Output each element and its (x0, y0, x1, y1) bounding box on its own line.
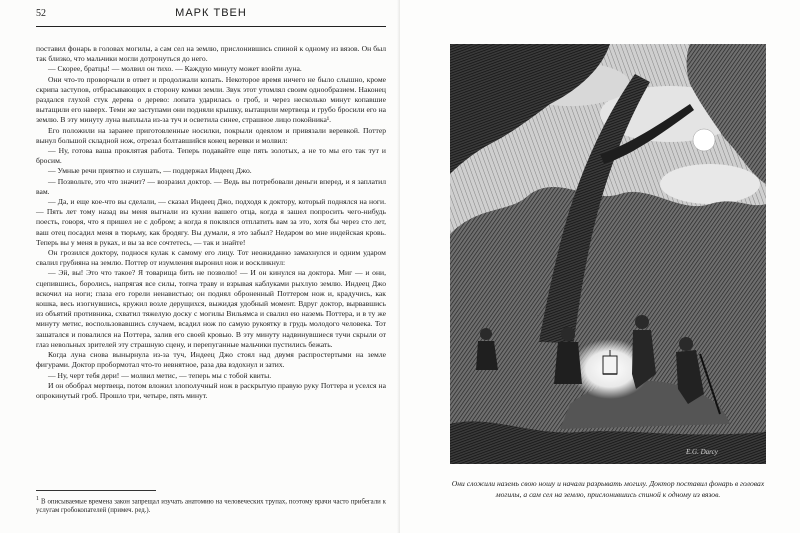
paragraph: — Да, и еще кое-что вы сделали, — сказал Индеец Джо, подходя к доктору, который поднялся на ноги. — Пять лет тому назад вы меня выгнали из кухни вашего отца, когда я зашел попросить чего-нибудь поесть, говоря, что я пришел не с добром; а когда я поклялся отплатить вам за это, хотя бы через сто лет, ваш отец посадил меня в тюрьму, как бродягу. Вы думали, я это забыл? Недаром во мне индейская кровь. Теперь вы у меня в руках, и вы за все сочтетесь, — так и знайте! (36, 197, 386, 247)
running-title: МАРК ТВЕН (175, 7, 247, 19)
page-number: 52 (36, 8, 46, 19)
footnote-mark: 1 (36, 496, 39, 502)
engraver-signature: E.G. Darcy (686, 448, 718, 456)
footnote-rule (36, 490, 156, 491)
paragraph: поставил фонарь в головах могилы, а сам сел на землю, прислонившись спиной к одному из вязов. Он был так близко, что мальчики могли дотронуться до него. (36, 44, 386, 64)
paragraph: — Ну, черт тебя дери! — молвил метис, — теперь мы с тобой квиты. (48, 370, 272, 380)
paragraph: — Позвольте, это что значит? — возразил доктор. — Ведь вы потребовали деньги вперед, и я заплатил вам. (36, 176, 386, 196)
paragraph: — Эй, вы! Это что такое? Я товарища бить не позволю! — И он кинулся на доктора. Миг — и они, сцепившись, боролись, напрягая все силы, топча траву и взрывая каблуками рыхлую землю. Индеец Джо вскочил на ноги; глаза его горели ненавистью; он поднял оброненный Поттером нож и, крадучись, как кошка, весь изогнувшись, кружил возле дерущихся, выжидая удобный момент. Вдруг доктор, вырвавшись из объятий противника, схватил тяжелую доску с могилы Вильямса и свалил ею наземь Поттера, и в ту же минуту метис, воспользовавшись случаем, всадил нож по самую рукоятку в грудь молодого человека. Тот зашатался и повалился на Поттера, залив его своей кровью. В эту минуту надвинувшиеся тучи скрыли от глаз невольных зрителей эту страшную сцену, и перепуганные мальчики пустились бежать. (36, 268, 386, 349)
paragraph: Он грозился доктору, поднося кулак к самому его лицу. Тот неожиданно замахнулся и одним ударом свалил грубияна на землю. Поттер от изумления выронил нож и воскликнул: (36, 248, 386, 268)
illustration-caption: Они сложили наземь свою ношу и начали разрывать могилу. Доктор поставил фонарь в головах могилы, а сам сел на землю, прислонившись спиной к одному из вязов. (451, 479, 765, 499)
paragraph: И он обобрал мертвеца, потом вложил злополучный нож в раскрытую правую руку Поттера и уселся на опрокинутый гроб. Прошло три, четыре, пять минут. (36, 380, 386, 400)
paragraph: — Ну, готова ваша проклятая работа. Теперь подавайте еще пять золотых, а не то мы его так тут и бросим. (36, 146, 386, 166)
paragraph: — Умные речи приятно и слушать, — поддержал Индеец Джо. (48, 166, 252, 176)
paragraph: Его положили на заранее приготовленные носилки, покрыли одеялом и привязали веревкой. Поттер вынул большой складной нож, отрезал болтавшийся конец веревки и молвил: (36, 125, 386, 145)
moon (693, 129, 715, 151)
background-forest (450, 187, 766, 344)
paragraph: Они что-то проворчали в ответ и продолжали копать. Некоторое время ничего не было слышно, кроме скрипа заступов, отбрасывающих в сторону комки земли. Звук этот утомлял своим однообразием. Наконец раздался глухой стук дерева о дерево: лопата ударилась о гроб, и через несколько минут копавшие вытащили его наверх. Теми же заступами они подняли крышку, вытащили мертвеца и грубо бросили его на землю. В эту минуту луна выплыла из-за туч и осветила синее, страшное лицо покойника¹. (36, 74, 386, 125)
paragraph: Когда луна снова вынырнула из-за туч, Индеец Джо стоял над двумя распростертыми на земле фигурами. Доктор пробормотал что-то невнятное, раза два вздохнул и затих. (36, 350, 386, 370)
paragraph: — Скорее, братцы! — молвил он тихо. — Каждую минуту может взойти луна. (48, 64, 302, 74)
body-text (36, 44, 386, 401)
footnote (36, 495, 386, 515)
engraving-illustration (450, 44, 766, 464)
running-header (36, 6, 386, 27)
footnote-text: В описываемые времена закон запрещал изучать анатомию на человеческих трупах, поэтому врачи часто прибегали к услугам гробокопателей (примеч. ред.). (36, 498, 386, 515)
